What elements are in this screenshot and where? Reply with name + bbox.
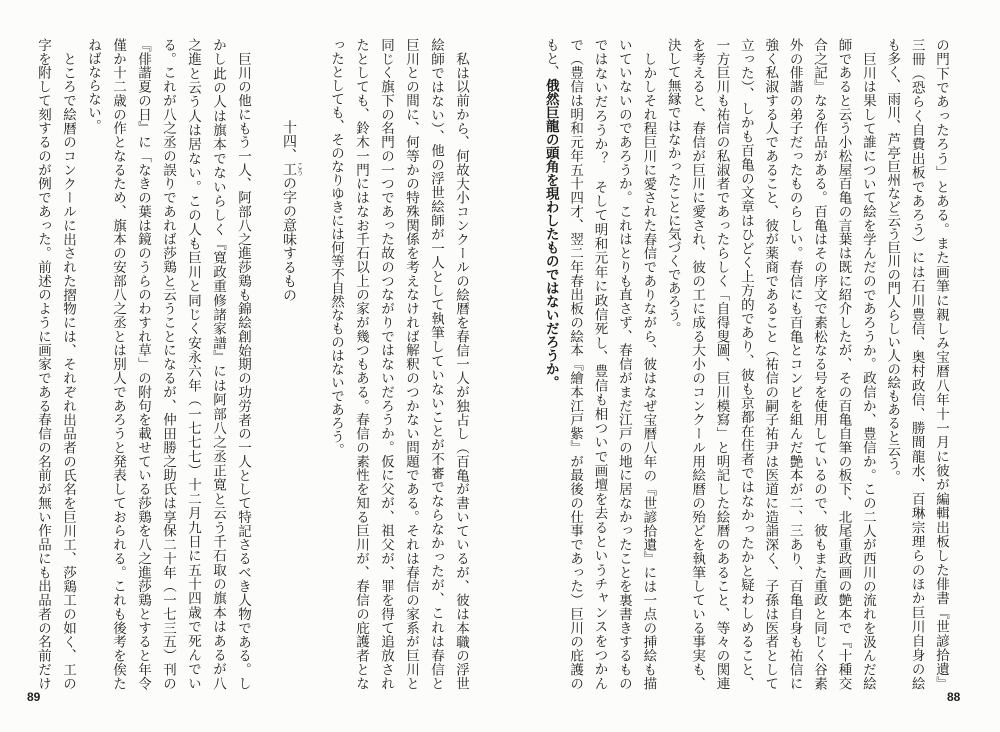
page-88-text (537, 38, 953, 690)
p88-column-3: も多く、雨川、芦亭巨州など云う巨川の門人らしい人の絵もあると云う。 (884, 38, 901, 484)
p88-column-16: で（豊信は明和元年五十四才、翌二年春出板の絵本『繪本江戸紫』が最後の仕事であった）巨川の庇護の (567, 38, 584, 690)
p88-last-column-plain: もと、 (542, 38, 559, 79)
page-number-88: 88 (947, 690, 961, 704)
p88-column-17 (538, 38, 562, 690)
p89-column-14: ところで絵暦のコンクールに出された摺物には、それぞれ出品者の氏名を巨川工、莎鶏工の如く、工の (60, 51, 76, 690)
p88-column-11: を考えると、春信が巨川に愛され、彼の工に成る大小のコンクール用絵暦の殆どを執筆している事実も、 (689, 38, 706, 690)
p89-column-15: 字を附して刻するのが例であった。前述のように画家である春信の名前が無い作品にも出品者の名前だけ (35, 38, 51, 690)
p88-column-6: 合之記』なる作品がある。百亀はその序文で素松なる号を使用しているので、彼もまた重政と同じく谷素 (811, 38, 828, 690)
p89-column-2: 絵師ではない）、他の浮世絵師が一人として執筆していないことが不審でならなかったが、これは春信と (428, 38, 444, 690)
p89-column-8: かし此の人は旗本でないらしく『寛政重修諸家譜』には阿部八之丞正寛と云う千石取の旗本はあるが八 (210, 38, 226, 690)
p88-column-1: の門下であったろう」とある。また画筆に親しみ宝暦八年十一月に彼が編輯出板した俳書『世諺拾遺』 (933, 38, 949, 690)
section-heading-ruby (281, 162, 304, 176)
p88-column-4: 巨川は果して誰について絵を学んだのであろうか。政信か、豊信か。この二人が西川の流れを汲んだ絵 (859, 51, 876, 690)
p89-column-11: 『俳諧夏の日』に「なきの葉は鏡のうらのわすれ草」の附句を載せている莎鶏を八之進莎鶏とすると年令 (135, 38, 151, 690)
p89-column-6: ったとしても、そのなりゆきには何等不自然なものはないであろう。 (328, 38, 344, 457)
p88-column-8: 強く私淑する人であること、彼が薬商であること（祐信の嗣子祐尹は医道に造詣深く、子孫は医者として (762, 38, 779, 690)
p88-column-5: 師であると云う小松屋百亀の言葉は既に紹介したが、その百亀自筆の板下、北尾重政画の艶本で『十種交 (835, 38, 852, 690)
p89-column-9: 之進と云う人は居ない。この人も巨川と同じく安永六年（一七七七）十二月九日に五十四歳で死んでい (185, 38, 201, 690)
p88-column-2: 三冊（恐らく自費出板であろう）には石川豊信、奥村政信、勝間龍水、百琳宗理らのほか巨川自身の絵 (908, 38, 925, 690)
p89-column-1: 私は以前から、何故大小コンクールの絵暦を春信一人が独占し（百亀が書いているが、彼は本職の浮世 (453, 51, 469, 690)
p89-column-3: 巨川との間に、何等かの特殊関係を考えなければ解釈のつかない問題である。それは春信の家系が巨川と (403, 38, 419, 690)
p88-column-7: 外の俳諧の弟子だったものらしい。春信にも百亀とコンビを組んだ艶本が二、三あり、百亀自身も祐信に (786, 38, 803, 690)
p88-column-9: 立った）、しかも百亀の文章はひどく上方的であり、彼も京都在住者ではなかったかと疑わしめること、 (737, 38, 754, 690)
p88-column-12: 決して無縁ではなかったことに気づくであろう。 (664, 38, 681, 335)
p88-column-13: しかしそれ程巨川に愛された春信でありながら、彼はなぜ宝暦八年の『世諺拾遺』には一点の挿絵も描 (640, 51, 657, 690)
section-heading-number: 十四、 (281, 120, 297, 162)
p88-last-column-bold: 俄然巨龍の頭角を現わしたものではないだろうか。 (542, 78, 559, 389)
p89-column-4: 同じく旗下の名門の一つであった故のつながりではないだろうか。仮に父が、祖父が、罪を得て追放され (378, 38, 394, 690)
p88-column-15: ではないだろうか？ そして明和元年に政信死し、豊信も相ついで画壇を去るというチャンスをつかん (591, 38, 608, 690)
section-heading-ruby-text: こう (296, 162, 304, 176)
p88-column-10: 一方巨川も祐信の私淑者であったらしく「自得叟圖、巨川模寫」と明記した絵暦のあること、等々の関連 (713, 38, 730, 690)
p89-column-13: ねばならない。 (85, 38, 101, 133)
p89-column-12: 僅か十二歳の作となるため、旗本の安部八之丞とは別人であろうと発表しておられる。これも後考を俟た (110, 38, 126, 690)
section-heading-rest: の字の意味するもの (281, 176, 297, 302)
p88-column-14: いていないのであろうか。これはとりも直さず、春信がまだ江戸の地に居なかったことを裏書きするもの (615, 38, 632, 690)
page-89-text (29, 38, 473, 690)
p89-column-7: 巨川の他にもう一人、阿部八之進莎鶏も錦絵創始期の功労者の一人として特記さるべき人物である。し (235, 51, 251, 690)
p89-column-10: る。これが八之丞の誤りであれば莎鶏と云うことになるが、仲田勝之助氏は享保二十年（一七三五）刊の (160, 38, 176, 690)
page-number-89: 89 (27, 690, 41, 704)
p89-column-5: たとしても、鈴木一門にはなお千石以上の家が幾つもある。春信の素性を知る巨川が、春信の庇護者とな (353, 38, 369, 690)
section-heading (255, 38, 323, 690)
section-heading-ruby-base: 工 (281, 162, 297, 176)
